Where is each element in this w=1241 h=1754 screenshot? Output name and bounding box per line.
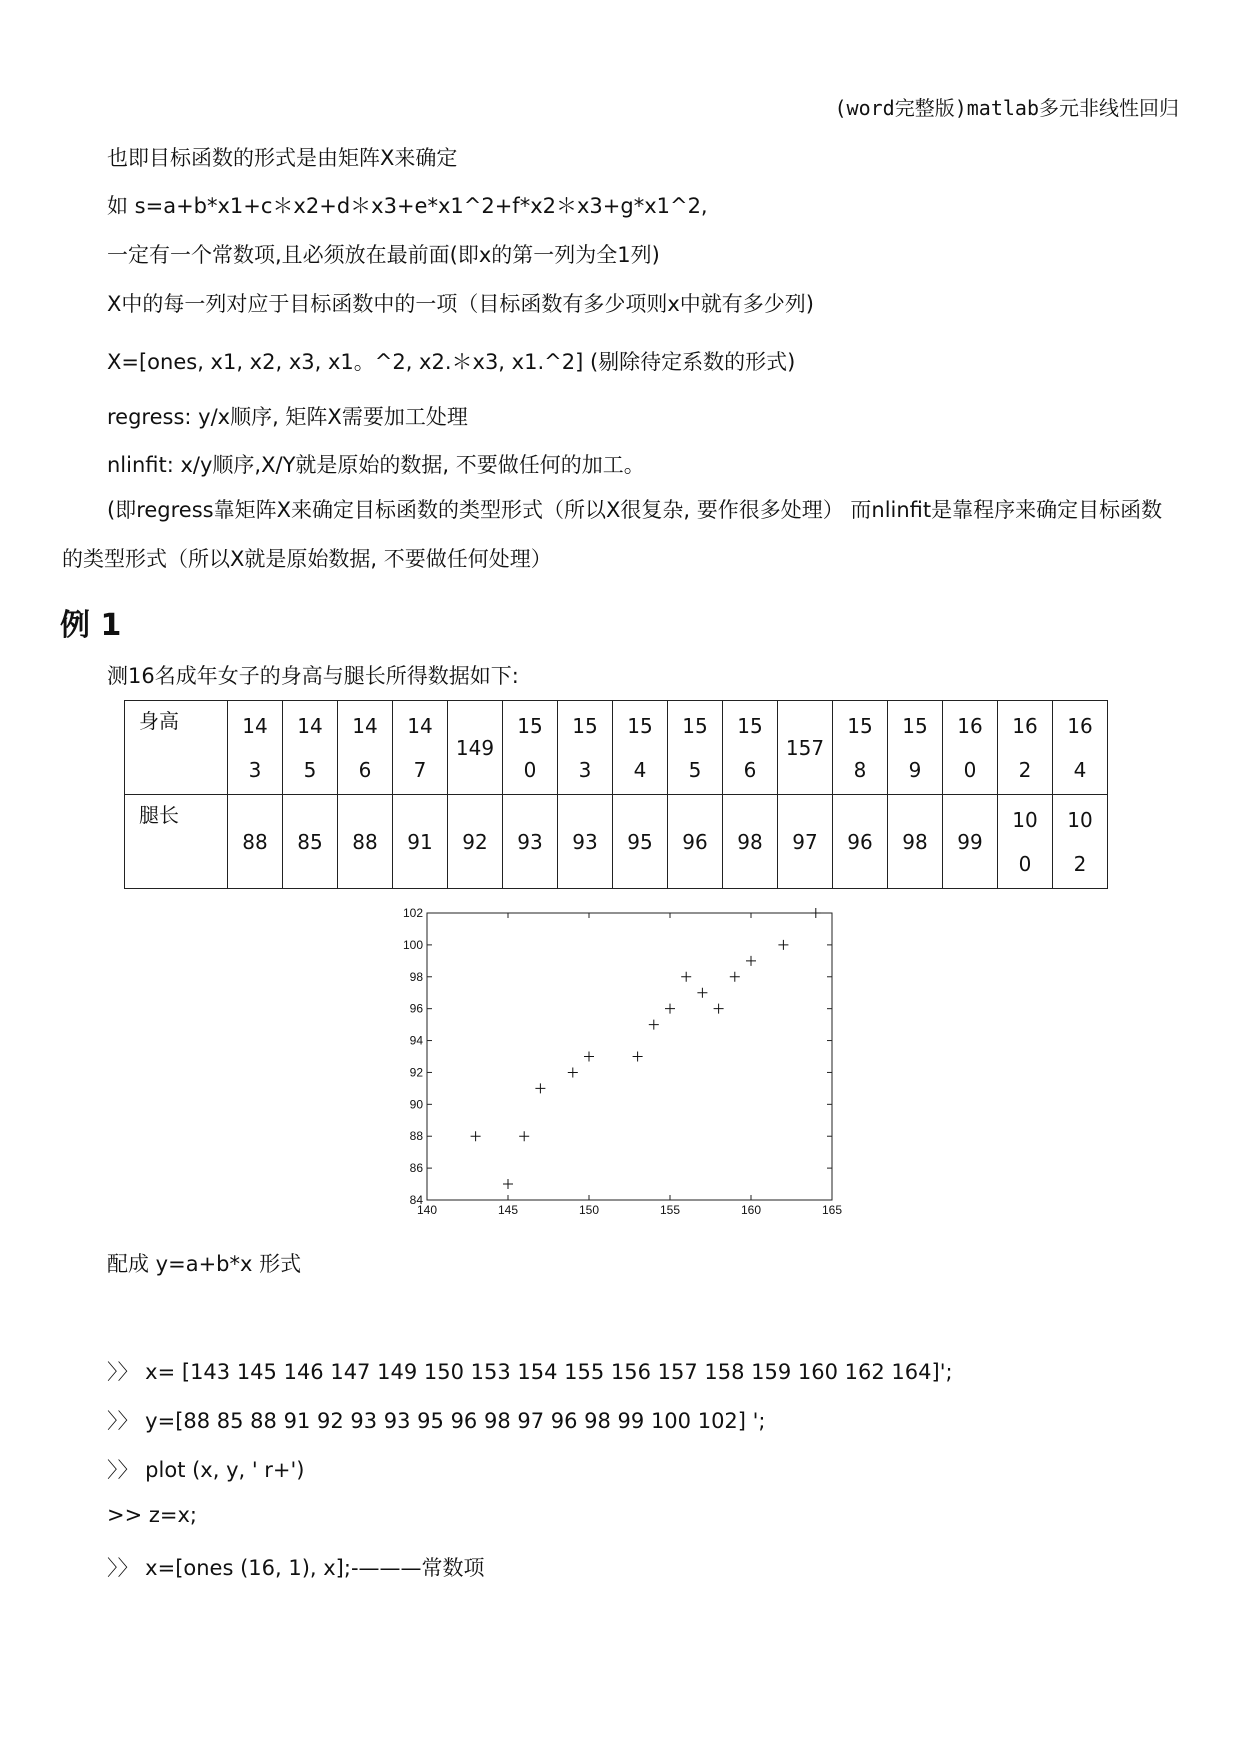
data-point [697, 988, 707, 998]
height-label: 身高 [125, 701, 228, 795]
data-point [568, 1067, 578, 1077]
height-cell: 15 4 [613, 701, 668, 795]
height-cell: 15 5 [668, 701, 723, 795]
leg-cell: 88 [228, 795, 283, 889]
plot-frame [427, 913, 832, 1200]
leg-cell: 96 [833, 795, 888, 889]
text-line-3: 一定有一个常数项,且必须放在最前面(即x的第一列为全1列) [107, 243, 660, 267]
x-tick-label: 165 [821, 1203, 843, 1217]
text-line-2: 如 s=a+b*x1+c＊x2+d＊x3+e*x1^2+f*x2＊x3+g*x1^2, [107, 194, 708, 218]
table-intro: 测16名成年女子的身高与腿长所得数据如下: [107, 664, 519, 688]
text-line-4: X中的每一列对应于目标函数中的一项（目标函数有多少项则x中就有多少列) [107, 292, 815, 316]
text-line-7: nlinfit: x/y顺序,X/Y就是原始的数据, 不要做任何的加工。 [107, 453, 645, 477]
after-chart-text: 配成 y=a+b*x 形式 [107, 1252, 302, 1276]
leg-row [125, 795, 1108, 889]
data-point [714, 1004, 724, 1014]
data-table [124, 700, 1108, 889]
leg-cell: 97 [778, 795, 833, 889]
height-cell: 14 7 [393, 701, 448, 795]
code-line-3: 〉〉 plot (x, y, ' r+') [107, 1458, 305, 1482]
x-tick-label: 155 [659, 1203, 681, 1217]
y-tick-label: 88 [409, 1129, 423, 1144]
data-point [471, 1131, 481, 1141]
height-cell: 16 4 [1053, 701, 1108, 795]
code-line-4: >> z=x; [107, 1503, 197, 1527]
y-tick-label: 86 [409, 1161, 423, 1176]
text-line-6: regress: y/x顺序, 矩阵X需要加工处理 [107, 405, 468, 429]
leg-cell: 95 [613, 795, 668, 889]
height-cell: 16 0 [943, 701, 998, 795]
y-tick-label: 100 [402, 937, 423, 952]
leg-label: 腿长 [125, 795, 228, 889]
y-tick-label: 84 [409, 1193, 423, 1207]
y-tick-label: 92 [409, 1065, 423, 1080]
leg-cell: 96 [668, 795, 723, 889]
x-tick-label: 150 [578, 1203, 600, 1217]
data-point [633, 1052, 643, 1062]
y-tick-label: 102 [402, 906, 423, 920]
data-point [681, 972, 691, 982]
code-line-2: 〉〉 y=[88 85 88 91 92 93 93 95 96 98 97 96 98 99 100 102] '; [107, 1409, 766, 1433]
height-cell: 15 6 [723, 701, 778, 795]
x-tick-label: 160 [740, 1203, 762, 1217]
document-header: (word完整版)matlab多元非线性回归 [834, 96, 1179, 120]
height-row [125, 701, 1108, 795]
text-line-1: 也即目标函数的形式是由矩阵X来确定 [107, 146, 458, 170]
leg-cell: 91 [393, 795, 448, 889]
leg-cell: 92 [448, 795, 503, 889]
height-cell: 15 3 [558, 701, 613, 795]
height-cell: 14 3 [228, 701, 283, 795]
data-point [503, 1179, 513, 1189]
leg-cell: 10 0 [998, 795, 1053, 889]
leg-cell: 93 [558, 795, 613, 889]
data-point [584, 1052, 594, 1062]
y-tick-label: 90 [409, 1097, 423, 1112]
data-point [746, 956, 756, 966]
height-cell: 157 [778, 701, 833, 795]
data-point [519, 1131, 529, 1141]
y-tick-label: 94 [409, 1033, 423, 1048]
data-point [730, 972, 740, 982]
height-cell: 14 6 [338, 701, 393, 795]
code-line-1: 〉〉 x= [143 145 146 147 149 150 153 154 155 156 157 158 159 160 162 164]'; [107, 1360, 953, 1384]
y-tick-label: 98 [409, 969, 423, 984]
leg-cell: 10 2 [1053, 795, 1108, 889]
example-heading: 例 1 [60, 608, 122, 643]
height-cell: 149 [448, 701, 503, 795]
leg-cell: 99 [943, 795, 998, 889]
scatter-chart [385, 895, 865, 1225]
height-cell: 15 0 [503, 701, 558, 795]
code-line-5: 〉〉 x=[ones (16, 1), x];-———常数项 [107, 1556, 485, 1580]
text-line-5: X=[ones, x1, x2, x3, x1。^2, x2.＊x3, x1.^2] (剔除待定系数的形式) [107, 350, 796, 374]
data-point [811, 908, 821, 918]
height-cell: 15 9 [888, 701, 943, 795]
height-cell: 16 2 [998, 701, 1053, 795]
x-tick-label: 145 [497, 1203, 519, 1217]
data-point [535, 1083, 545, 1093]
height-cell: 14 5 [283, 701, 338, 795]
leg-cell: 88 [338, 795, 393, 889]
x-tick-label: 140 [416, 1203, 438, 1217]
data-point [778, 940, 788, 950]
text-paragraph: (即regress靠矩阵X来确定目标函数的类型形式（所以X很复杂, 要作很多处理） 而nlinfit是靠程序来确定目标函数的类型形式（所以X就是原始数据, 不要做任何处理） [62, 498, 1163, 571]
data-point [665, 1004, 675, 1014]
leg-cell: 98 [888, 795, 943, 889]
height-cell: 15 8 [833, 701, 888, 795]
data-point [649, 1020, 659, 1030]
leg-cell: 93 [503, 795, 558, 889]
leg-cell: 85 [283, 795, 338, 889]
leg-cell: 98 [723, 795, 778, 889]
y-tick-label: 96 [409, 1001, 423, 1016]
